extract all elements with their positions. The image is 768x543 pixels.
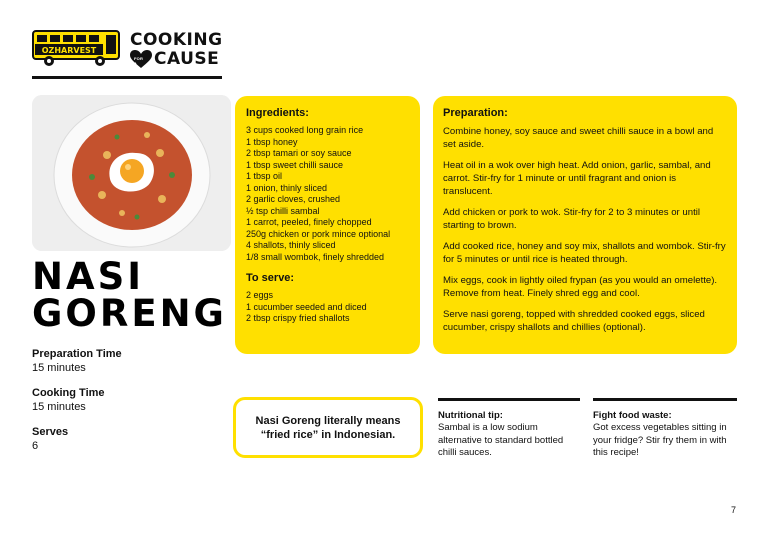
fun-fact-text: Nasi Goreng literally means “fried rice” in Indonesian. (255, 414, 401, 441)
bus-logo-icon (32, 30, 122, 68)
preparation-step: Combine honey, soy sauce and sweet chilli sauce in a bowl and set aside. (443, 126, 714, 150)
nasi-goreng-plate-image (32, 95, 231, 251)
ingredient-item: 250g chicken or pork mince optional (246, 228, 391, 239)
serve-item: 1 cucumber seeded and diced (246, 301, 367, 312)
recipe-title (32, 255, 227, 335)
nutritional-tip (438, 398, 580, 460)
ingredient-item: 1 onion, thinly sliced (246, 182, 328, 193)
meta-serves (32, 425, 222, 453)
brand-logo (32, 30, 222, 78)
logo-cooking-text: COOKING (130, 30, 223, 50)
dish-photo (32, 95, 231, 251)
tip-divider (593, 398, 737, 401)
fun-fact-box (233, 397, 423, 458)
preparation-step: Add chicken or pork to wok. Stir-fry for 2 to 3 minutes or until starting to brown. (443, 207, 701, 231)
ingredient-item: 1 carrot, peeled, finely chopped (246, 217, 372, 227)
food-waste-tip (593, 398, 737, 460)
meta-value: 15 minutes (32, 401, 86, 413)
ingredient-item: 4 shallots, thinly sliced (246, 240, 336, 250)
meta-label: Preparation Time (32, 348, 122, 360)
ingredients-heading: Ingredients: (246, 107, 309, 119)
ingredient-item: 1/8 small wombok, finely shredded (246, 251, 385, 262)
ingredient-item: 3 cups cooked long grain rice (246, 125, 364, 135)
page-number: 7 (730, 505, 736, 515)
header-divider (32, 76, 222, 79)
ingredient-item: 2 garlic cloves, crushed (246, 194, 341, 204)
ingredients-list (246, 125, 412, 263)
logo-for-a-text: FOR A (134, 56, 144, 66)
meta-value: 6 (32, 440, 39, 452)
meta-value: 15 minutes (32, 362, 86, 374)
serve-item: 2 tbsp crispy fried shallots (246, 313, 350, 323)
ingredient-item: 2 tbsp tamari or soy sauce (246, 148, 352, 158)
recipe-title-text: NASI GORENG (32, 255, 227, 335)
tip-text: Sambal is a low sodium alternative to standard bottled chilli sauces. (438, 422, 564, 458)
preparation-step: Add cooked rice, honey and soy mix, shallots and wombok. Stir-fry for 5 minutes or until rice is heated through. (443, 241, 726, 265)
tip-label: Fight food waste: (593, 410, 672, 421)
ingredient-item: 1 tbsp oil (246, 171, 283, 181)
meta-label: Serves (32, 426, 69, 438)
meta-prep-time (32, 347, 222, 375)
ingredient-item: 1 tbsp honey (246, 136, 298, 147)
preparation-panel (433, 96, 737, 354)
meta-cook-time (32, 386, 222, 414)
ingredient-item: 1 tbsp sweet chilli sauce (246, 159, 344, 170)
tip-label: Nutritional tip: (438, 410, 503, 421)
logo-cause-text: CAUSE (154, 49, 220, 69)
preparation-heading: Preparation: (443, 107, 508, 119)
ingredient-item: ½ tsp chilli sambal (246, 205, 320, 216)
preparation-step: Heat oil in a wok over high heat. Add onion, garlic, sambal, and carrot. Stir-fry for 1 minute or until fragrant and onion is translucent. (443, 160, 711, 197)
to-serve-list (246, 290, 412, 325)
tip-divider (438, 398, 580, 401)
tip-text: Got excess vegetables sitting in your fridge? Stir fry them in with this recipe! (593, 422, 727, 458)
to-serve-heading: To serve: (246, 272, 295, 284)
preparation-step: Mix eggs, cook in lightly oiled frypan (as you would an omelette). Remove from heat. Finely shred egg and cool. (443, 275, 718, 299)
serve-item: 2 eggs (246, 290, 274, 300)
bus-text: OZHARVEST (41, 46, 97, 55)
meta-label: Cooking Time (32, 387, 105, 399)
preparation-step: Serve nasi goreng, topped with shredded cooked eggs, sliced cucumber, crispy shallots and chillies (optional). (443, 309, 705, 333)
ingredients-panel (235, 96, 420, 354)
